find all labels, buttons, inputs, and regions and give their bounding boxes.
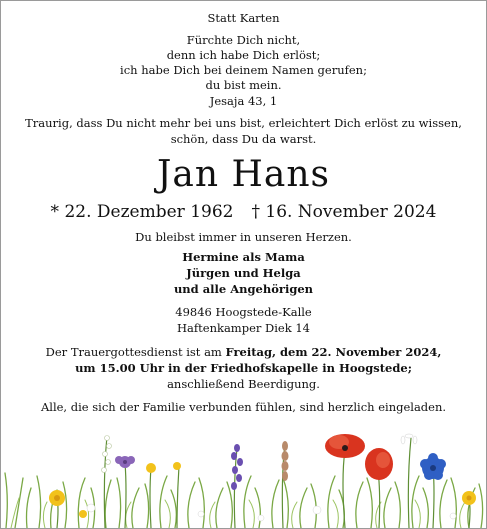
verse-line-4: du bist mein. xyxy=(205,78,282,92)
address-street: Haftenkamper Diek 14 xyxy=(177,321,310,335)
service-line-2: um 15.00 Uhr in der Friedhofskapelle in Hoogstede; xyxy=(75,361,412,375)
life-dates xyxy=(1,202,486,222)
family-line-3: und alle Angehörigen xyxy=(173,282,314,296)
verse-line-2: denn ich habe Dich erlöst; xyxy=(166,48,321,62)
deceased-name: Jan Hans xyxy=(156,154,331,195)
service-prefix: Der Trauergottesdienst ist am xyxy=(45,345,226,359)
service-line-3: anschließend Beerdigung. xyxy=(167,377,320,391)
intro-text: Statt Karten xyxy=(207,11,280,25)
birth-date: * 22. Dezember 1962 xyxy=(50,202,234,222)
verse-reference: Jesaja 43, 1 xyxy=(209,94,278,108)
address-city: 49846 Hoogstede-Kalle xyxy=(175,305,312,319)
death-date: † 16. November 2024 xyxy=(251,202,437,222)
service-line-1 xyxy=(1,345,486,359)
family-line-2: Jürgen und Helga xyxy=(186,266,301,280)
sentiment-line-2: schön, dass Du da warst. xyxy=(170,132,317,146)
family-line-1: Hermine als Mama xyxy=(182,250,305,264)
verse-line-1: Fürchte Dich nicht, xyxy=(186,33,301,47)
wildflower-meadow-image xyxy=(1,418,486,528)
service-date: Freitag, dem 22. November 2024, xyxy=(225,345,442,359)
memory-line: Du bleibst immer in unseren Herzen. xyxy=(135,230,352,244)
invitation-line: Alle, die sich der Familie verbunden fühlen, sind herzlich eingeladen. xyxy=(40,400,447,414)
sentiment-line-1: Traurig, dass Du nicht mehr bei uns bist, erleichtert Dich erlöst zu wissen, xyxy=(25,116,462,130)
verse-line-3: ich habe Dich bei deinem Namen gerufen; xyxy=(120,63,367,77)
